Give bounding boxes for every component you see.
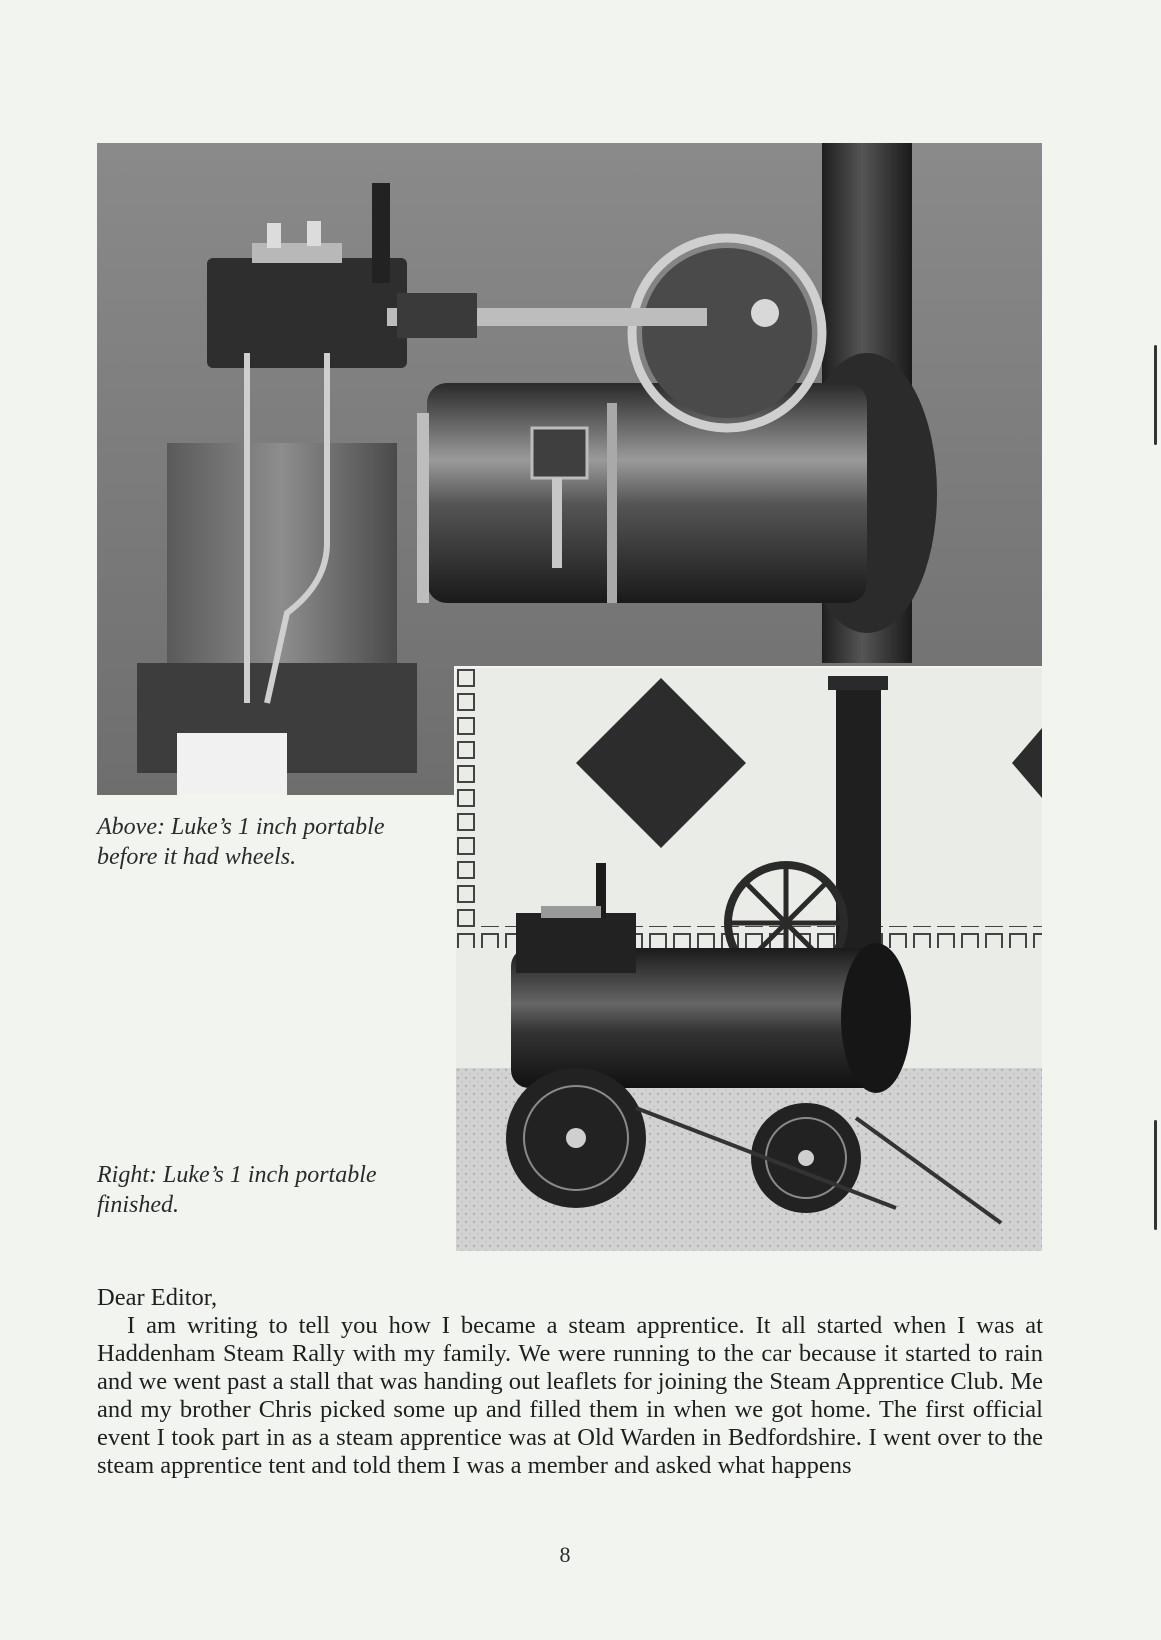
letter-body: I am writing to tell you how I became a steam apprentice. It all started when I was at Haddenham Steam Rally with my family. We were running to the car because it started to rain and we went past a stall that was handing out leaflets for joining the Steam Apprentice Club. Me and my brother Chris picked some up and filled them in when we got home. The first official event I took part in as a steam apprentice was at Old Warden in Bedfordshire. I went over to the steam apprentice tent and told them I was a member and asked what happens [97,1312,1043,1479]
binding-mark [1154,345,1157,445]
photo-engine-finished [456,668,1042,1251]
letter [97,1284,1043,1480]
page-number: 8 [559,1542,571,1567]
binding-mark [1154,1120,1157,1230]
caption-right: Right: Luke’s 1 inch portable finished. [97,1162,377,1218]
letter-salutation: Dear Editor, [97,1284,218,1311]
engine-finished-illustration [456,668,1042,1251]
caption-above: Above: Luke’s 1 inch portable before it had wheels. [97,814,385,870]
